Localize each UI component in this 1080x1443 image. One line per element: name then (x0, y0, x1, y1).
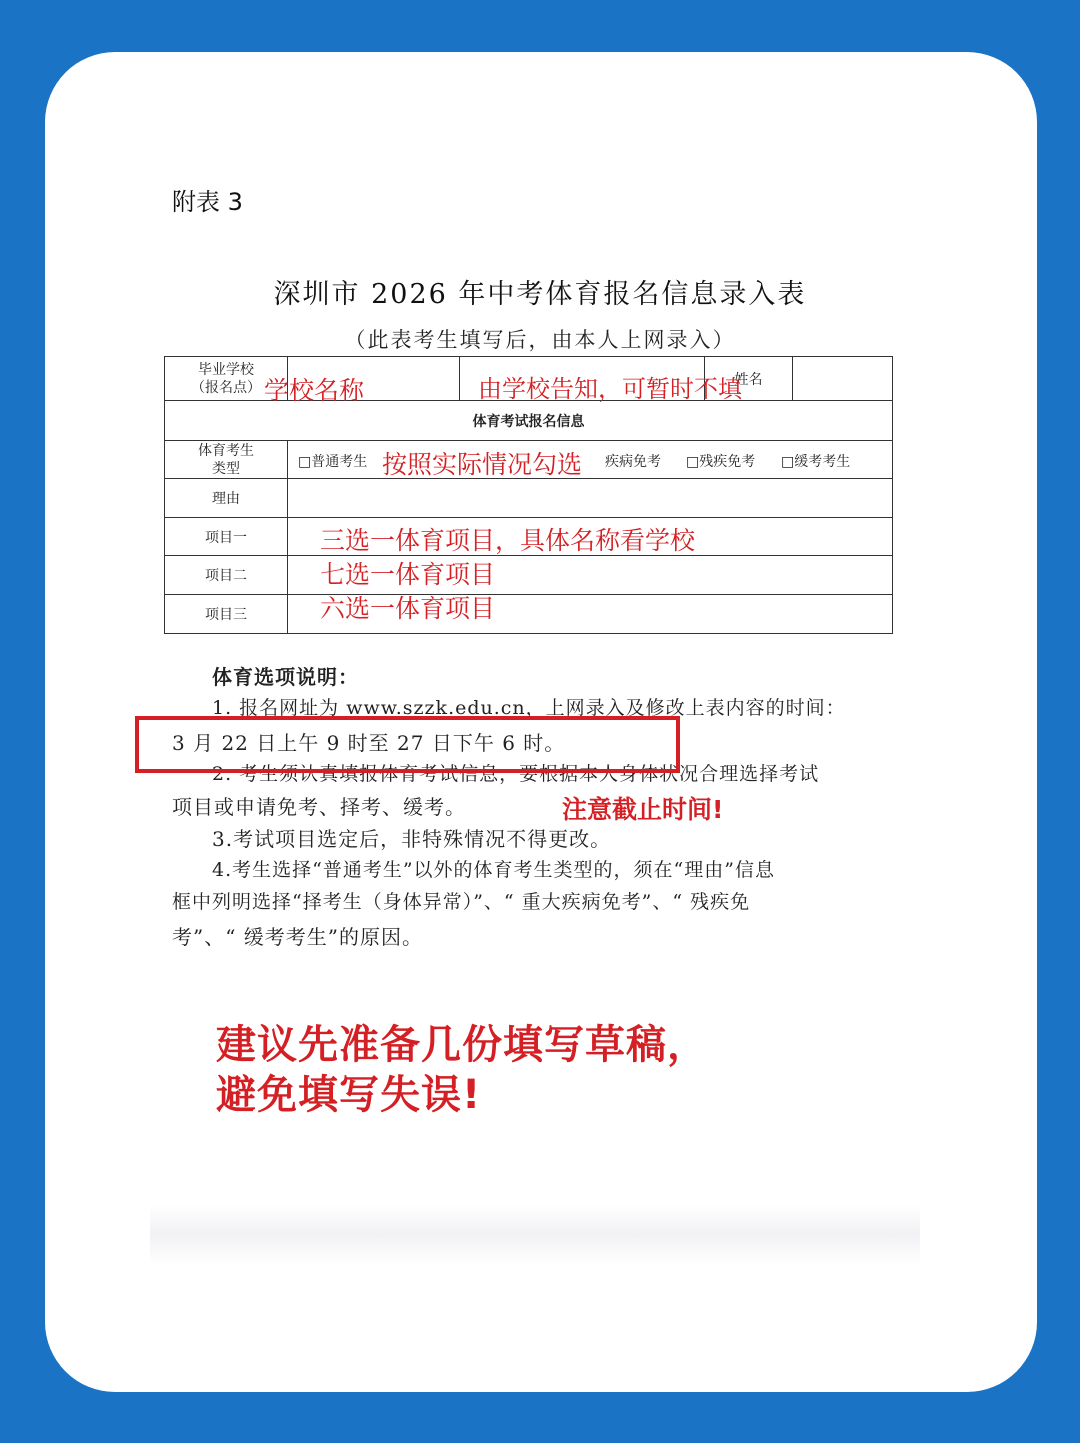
type-label-cell (165, 441, 288, 479)
blurred-footer-band (150, 1205, 920, 1265)
option-disability-exempt-checkbox[interactable]: □残疾免考 (686, 454, 756, 470)
form-title: 深圳市 2026 年中考体育报名信息录入表 (273, 279, 807, 310)
note4-line1: 4.考生选择“普通考生”以外的体育考生类型的，须在“理由”信息 (212, 859, 775, 881)
note3: 3.考试项目选定后，非特殊情况不得更改。 (212, 827, 612, 851)
note4-line2: 框中列明选择“择考生（身体异常）”、“ 重大疾病免考”、“ 残疾免 (172, 891, 751, 913)
table-row (165, 595, 893, 634)
advice-line2: 避免填写失误! (216, 1072, 482, 1118)
type-label-line2: 类型 (212, 460, 240, 477)
annotation-school-name: 学校名称 (264, 376, 365, 405)
annotation-deadline: 注意截止时间! (562, 795, 724, 824)
item3-label: 项目三 (165, 595, 288, 634)
reason-label: 理由 (165, 479, 288, 518)
annotation-school-notice: 由学校告知，可暂时不填 (478, 375, 742, 403)
name-label: 姓名 (734, 371, 763, 388)
type-label-line1: 体育考生 (198, 442, 254, 459)
table-row (165, 556, 893, 595)
name-input-cell[interactable] (793, 357, 893, 401)
note2-line1: 2. 考生须认真填报体育考试信息，要根据本人身体状况合理选择考试 (212, 763, 820, 785)
item1-label: 项目一 (165, 518, 288, 556)
form-subtitle: （此表考生填写后，由本人上网录入） (344, 328, 736, 352)
option-normal-checkbox[interactable]: □普通考生 (298, 454, 368, 470)
note4-line3: 考”、“ 缓考考生”的原因。 (172, 925, 424, 949)
deadline-highlight-box (135, 716, 680, 773)
annotation-item3: 六选一体育项目 (320, 594, 496, 623)
note2-line2: 项目或申请免考、择考、缓考。 (172, 795, 466, 819)
note1-line2: 3 月 22 日上午 9 时至 27 日下午 6 时。 (172, 731, 566, 755)
advice-line1: 建议先准备几份填写草稿， (216, 1022, 708, 1068)
option-deferred-checkbox[interactable]: □缓考考生 (781, 454, 851, 470)
option-disease-exempt-checkbox[interactable]: 疾病免考 (605, 454, 661, 470)
annotation-item1: 三选一体育项目，具体名称看学校 (320, 526, 696, 555)
reason-input-cell[interactable] (288, 479, 893, 518)
item2-label: 项目二 (165, 556, 288, 595)
annotation-item2: 七选一体育项目 (320, 560, 496, 589)
school-label-line1: 毕业学校 (198, 361, 254, 378)
table-row (165, 479, 893, 518)
notes-heading: 体育选项说明： (212, 665, 359, 689)
appendix-label: 附表 3 (172, 188, 243, 216)
school-label-line2: （报名点） (191, 379, 261, 396)
annotation-check-actual: 按照实际情况勾选 (382, 450, 583, 479)
section-header: 体育考试报名信息 (165, 401, 893, 441)
note1-line1: 1. 报名网址为 www.szzk.edu.cn，上网录入及修改上表内容的时间： (212, 697, 846, 719)
